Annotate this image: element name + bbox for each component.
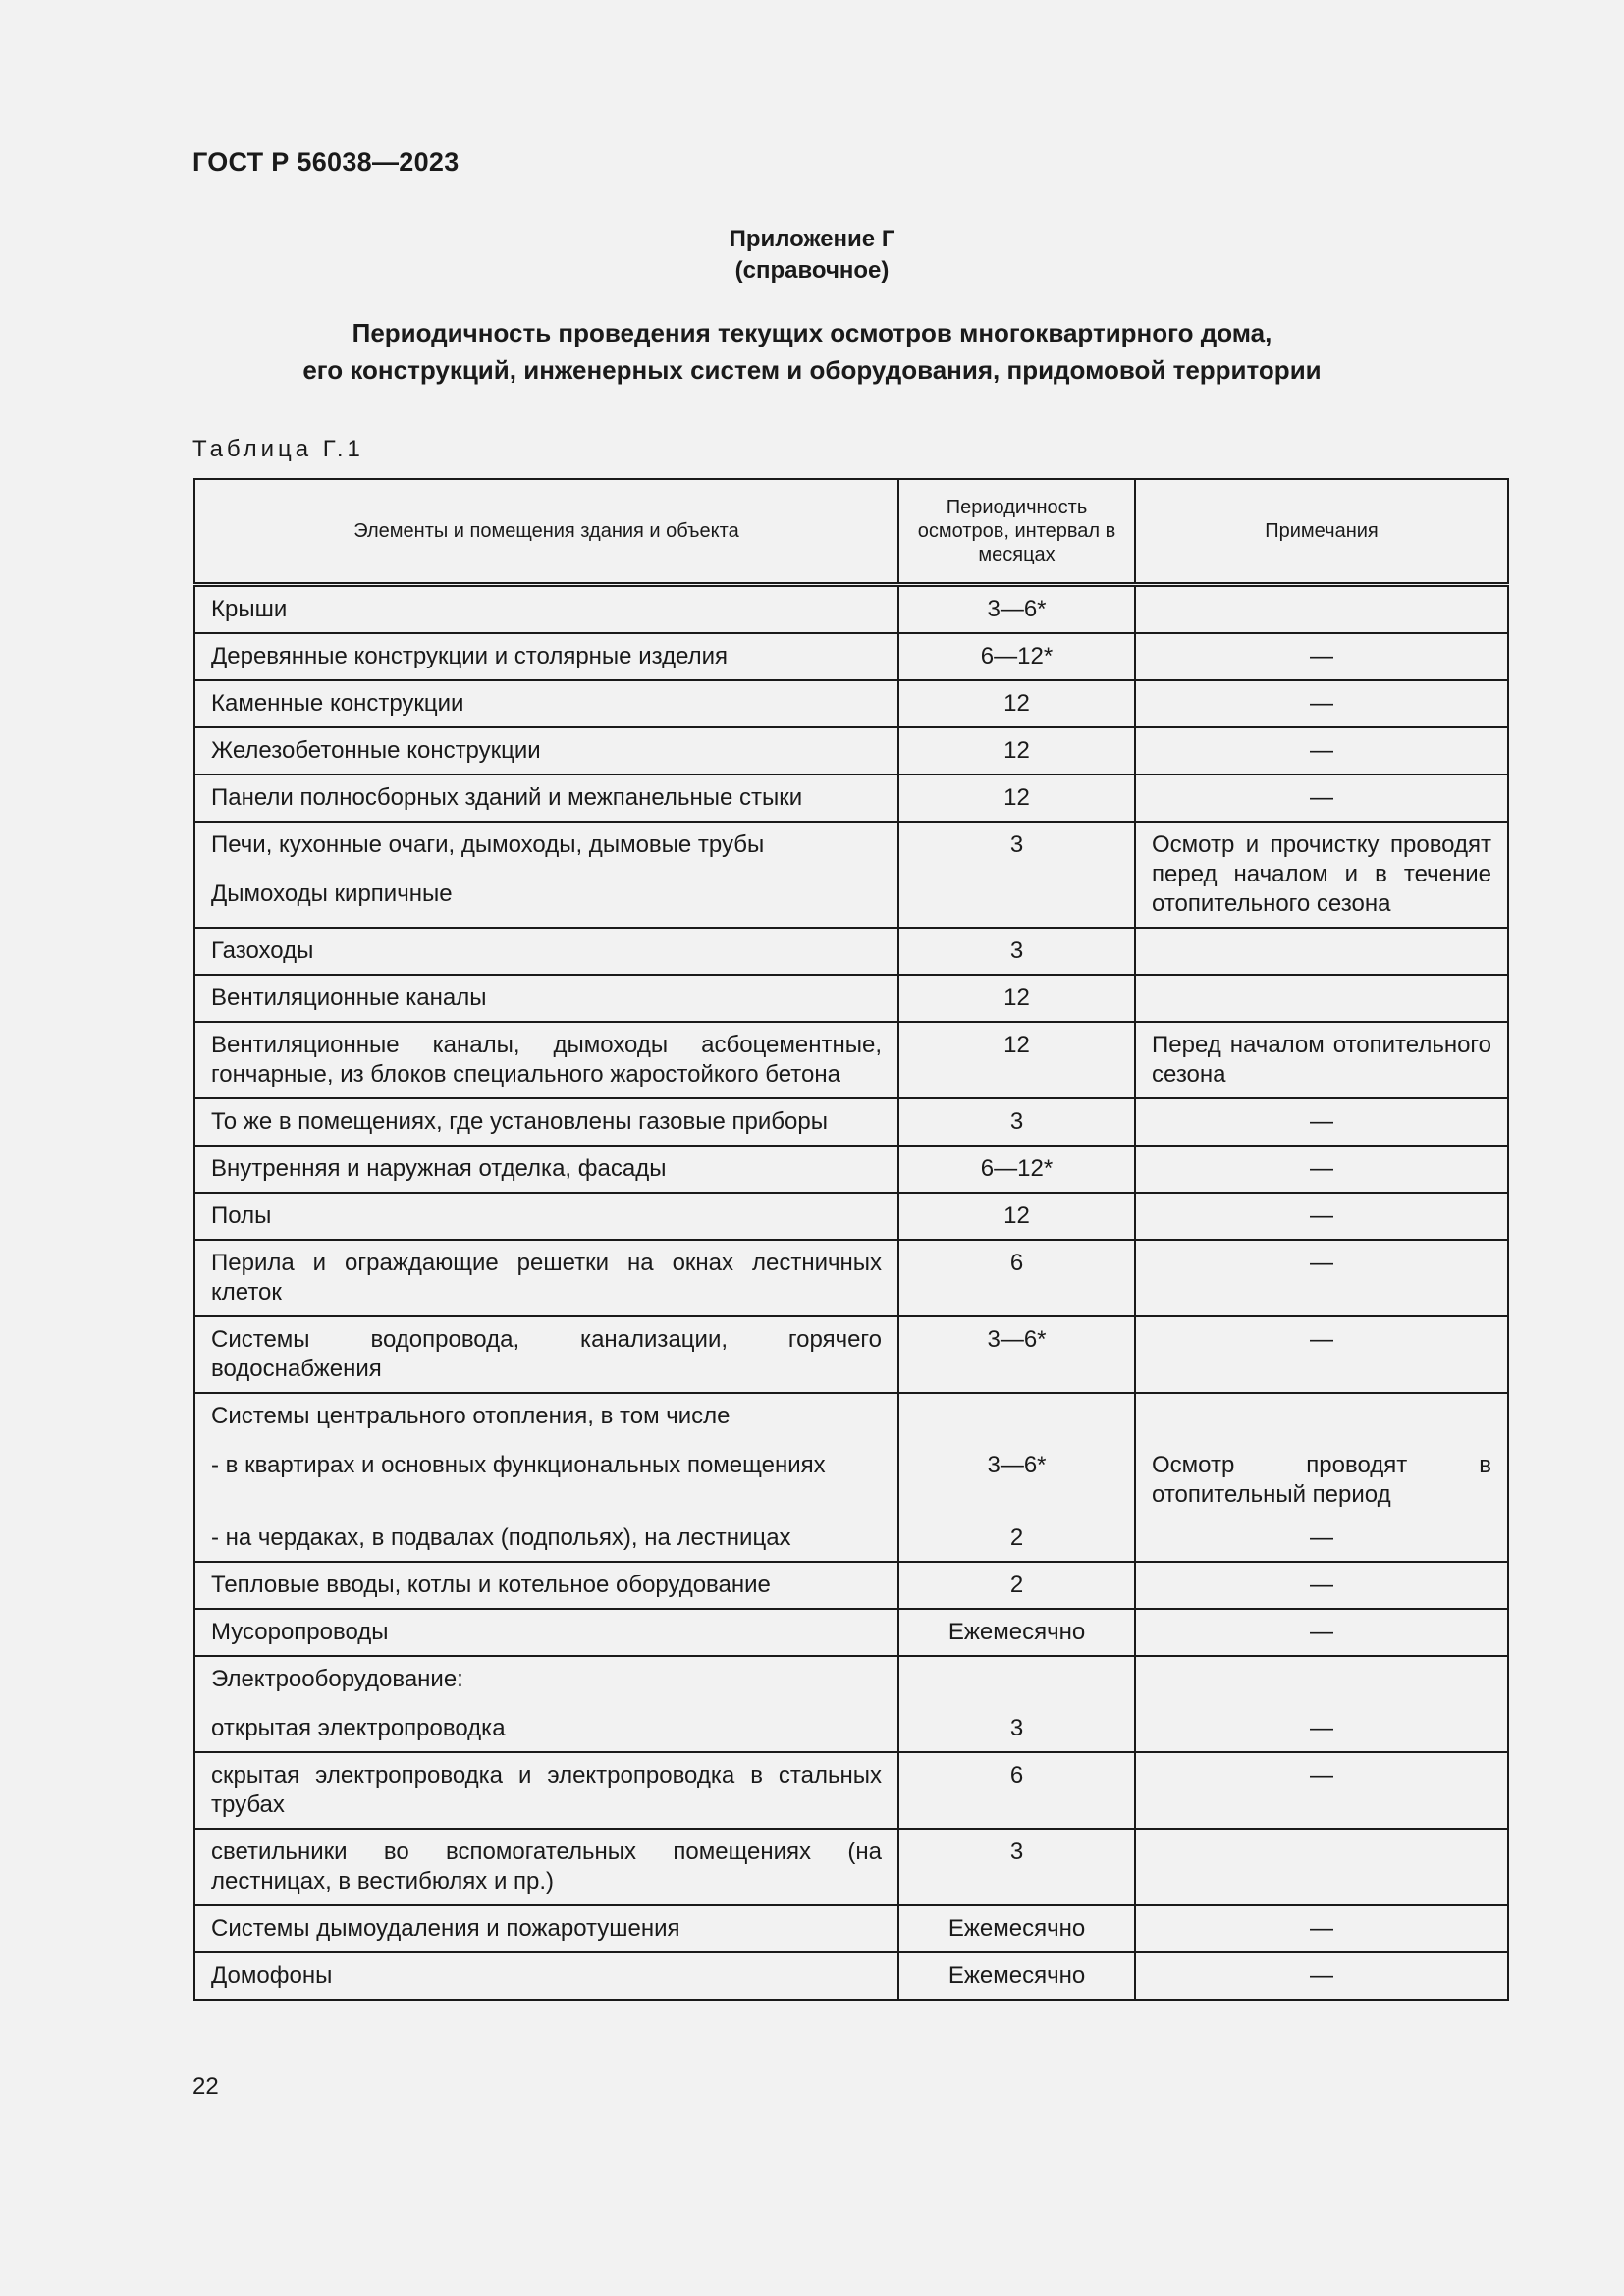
table-row — [194, 1146, 1508, 1193]
row-element: светильники во вспомогательных помещениях (на лестницах, в вестибюлях и пр.) — [194, 1829, 898, 1905]
table-label: Таблица Г.1 — [192, 436, 364, 462]
row-period: 3—6* — [898, 1316, 1135, 1393]
row-note: — — [1135, 1952, 1508, 2000]
row-note: — — [1135, 1240, 1508, 1316]
row-period: 6 — [898, 1752, 1135, 1829]
row-period-group — [898, 1393, 1135, 1562]
table-header-row — [194, 479, 1508, 585]
row-element: Системы центрального отопления, в том числе — [211, 1403, 731, 1429]
table-row — [194, 1562, 1508, 1609]
row-period: 6—12* — [898, 1146, 1135, 1193]
row-note: — — [1135, 727, 1508, 774]
row-element: Железобетонные конструкции — [194, 727, 898, 774]
row-note: — — [1135, 633, 1508, 680]
row-period: Ежемесячно — [898, 1609, 1135, 1656]
row-period: 3 — [1009, 1715, 1024, 1741]
table-row — [194, 1905, 1508, 1952]
row-note: — — [1135, 1316, 1508, 1393]
row-note: — — [1310, 1715, 1333, 1741]
row-period: Ежемесячно — [898, 1905, 1135, 1952]
row-element: Панели полносборных зданий и межпанельные стыки — [194, 774, 898, 822]
row-note: — — [1310, 1524, 1333, 1551]
table-row — [194, 633, 1508, 680]
row-element: Домофоны — [194, 1952, 898, 2000]
table-row — [194, 1609, 1508, 1656]
table-row — [194, 1752, 1508, 1829]
table-row — [194, 975, 1508, 1022]
column-header-notes: Примечания — [1135, 479, 1508, 585]
table-row — [194, 822, 1508, 928]
table-row — [194, 1829, 1508, 1905]
row-element-group — [194, 1656, 898, 1752]
row-period: 12 — [898, 975, 1135, 1022]
table-row — [194, 1193, 1508, 1240]
table-row — [194, 1393, 1508, 1562]
row-element: Системы дымоудаления и пожаротушения — [194, 1905, 898, 1952]
column-header-element: Элементы и помещения здания и объекта — [194, 479, 898, 585]
row-element: скрытая электропроводка и электропроводка в стальных трубах — [194, 1752, 898, 1829]
row-note: Осмотр проводят в отопительный период — [1152, 1452, 1491, 1508]
row-note: — — [1135, 1609, 1508, 1656]
table-row — [194, 1316, 1508, 1393]
row-period: 3 — [898, 1829, 1135, 1905]
row-element: Вентиляционные каналы, дымоходы асбоцементные, гончарные, из блоков специального жаростойкого бетона — [194, 1022, 898, 1098]
row-period: Ежемесячно — [898, 1952, 1135, 2000]
row-element-sub: Дымоходы кирпичные — [211, 881, 453, 907]
row-element: Полы — [194, 1193, 898, 1240]
row-element: Деревянные конструкции и столярные изделия — [194, 633, 898, 680]
page-heading — [0, 314, 1624, 389]
row-element: Перила и ограждающие решетки на окнах лестничных клеток — [194, 1240, 898, 1316]
page-number: 22 — [192, 2073, 219, 2100]
row-element: Системы водопровода, канализации, горячего водоснабжения — [194, 1316, 898, 1393]
row-element: Крыши — [194, 585, 898, 634]
row-period: 12 — [898, 1193, 1135, 1240]
row-period: 12 — [898, 774, 1135, 822]
appendix-label: Приложение Г — [729, 226, 895, 252]
row-element: Печи, кухонные очаги, дымоходы, дымовые трубы — [211, 831, 765, 858]
row-element: Тепловые вводы, котлы и котельное оборудование — [194, 1562, 898, 1609]
table-row — [194, 1952, 1508, 2000]
heading-line-1: Периодичность проведения текущих осмотров многоквартирного дома, — [352, 318, 1272, 347]
table-row — [194, 1656, 1508, 1752]
table-row — [194, 585, 1508, 634]
row-element: Каменные конструкции — [194, 680, 898, 727]
row-note: — — [1135, 1905, 1508, 1952]
row-element: Мусоропроводы — [194, 1609, 898, 1656]
row-element-sub: - в квартирах и основных функциональных помещениях — [211, 1452, 826, 1478]
row-note: Осмотр и прочистку проводят перед началом и в течение отопительного сезона — [1135, 822, 1508, 928]
row-note: — — [1135, 1562, 1508, 1609]
row-note: Перед началом отопительного сезона — [1135, 1022, 1508, 1098]
row-note — [1135, 975, 1508, 1022]
document-code: ГОСТ Р 56038—2023 — [192, 147, 460, 177]
table-row — [194, 774, 1508, 822]
row-note-group — [1135, 1393, 1508, 1562]
row-period-group — [898, 1656, 1135, 1752]
row-period: 6 — [898, 1240, 1135, 1316]
table-row — [194, 1022, 1508, 1098]
row-element-group — [194, 1393, 898, 1562]
row-note — [1135, 928, 1508, 975]
row-note: — — [1135, 1193, 1508, 1240]
row-note: — — [1135, 1752, 1508, 1829]
row-element: Внутренняя и наружная отделка, фасады — [194, 1146, 898, 1193]
inspection-table-container — [193, 478, 1507, 2001]
row-note: — — [1135, 1146, 1508, 1193]
row-period: 2 — [898, 1562, 1135, 1609]
row-period: 12 — [898, 680, 1135, 727]
row-period: 12 — [898, 1022, 1135, 1098]
heading-line-2: его конструкций, инженерных систем и оборудования, придомовой территории — [302, 355, 1322, 385]
row-element: Газоходы — [194, 928, 898, 975]
row-note — [1135, 1829, 1508, 1905]
row-period: 3—6* — [898, 585, 1135, 634]
row-period: 3 — [898, 928, 1135, 975]
row-period: 12 — [898, 727, 1135, 774]
column-header-period: Периодичность осмотров, интервал в месяцах — [898, 479, 1135, 585]
row-period: 3 — [898, 822, 1135, 928]
row-period: 3—6* — [987, 1452, 1047, 1478]
inspection-table — [193, 478, 1509, 2001]
row-note — [1135, 585, 1508, 634]
table-row — [194, 727, 1508, 774]
row-note: — — [1135, 680, 1508, 727]
row-period: 6—12* — [898, 633, 1135, 680]
row-note: — — [1135, 774, 1508, 822]
row-period: 3 — [898, 1098, 1135, 1146]
appendix-type: (справочное) — [734, 257, 890, 284]
table-row — [194, 680, 1508, 727]
row-element: То же в помещениях, где установлены газовые приборы — [194, 1098, 898, 1146]
table-row — [194, 1240, 1508, 1316]
row-element: Электрооборудование: — [211, 1666, 463, 1692]
table-row — [194, 928, 1508, 975]
row-element-sub: открытая электропроводка — [211, 1715, 506, 1741]
row-element-sub: - на чердаках, в подвалах (подпольях), на лестницах — [211, 1524, 791, 1551]
row-element: Вентиляционные каналы — [194, 975, 898, 1022]
row-note: — — [1135, 1098, 1508, 1146]
row-element-group — [194, 822, 898, 928]
row-period: 2 — [1009, 1524, 1024, 1551]
appendix-title — [0, 224, 1624, 287]
row-note-group — [1135, 1656, 1508, 1752]
table-row — [194, 1098, 1508, 1146]
